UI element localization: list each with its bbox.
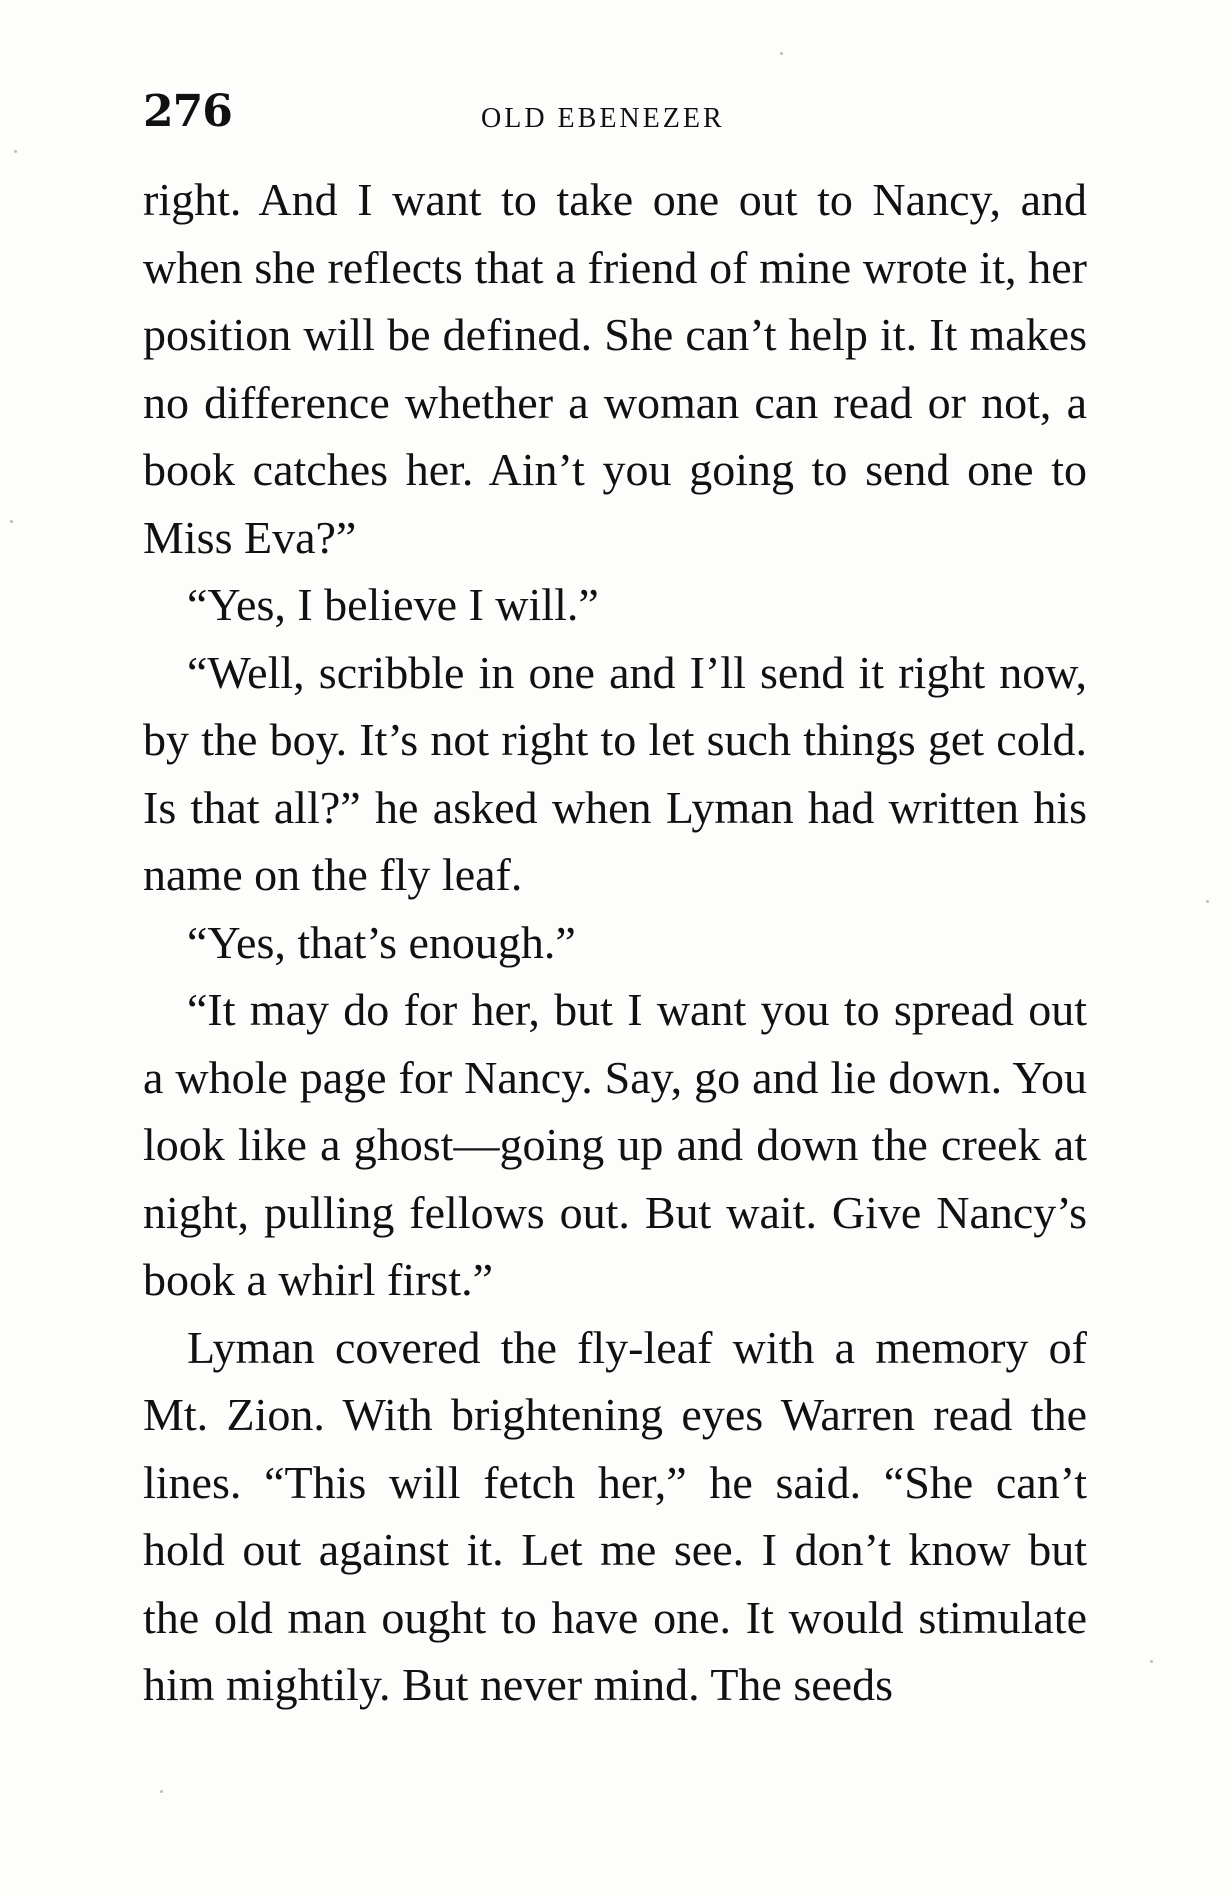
scan-speck (10, 520, 13, 523)
running-head (143, 86, 1083, 146)
running-title: OLD EBENEZER (481, 103, 725, 134)
scan-speck (1206, 900, 1209, 903)
body-text (143, 166, 1087, 1719)
page-number: 276 (143, 86, 232, 137)
paragraph: “It may do for her, but I want you to spread out a whole page for Nancy. Say, go and lie down. You look like a ghost—going up and down the creek at night, pulling fellows out. But wait. Give Nancy’s book a whirl first.” (143, 984, 1087, 1305)
scan-speck (160, 1790, 163, 1793)
paragraph: “Yes, that’s enough.” (187, 916, 576, 968)
scan-speck (14, 150, 17, 153)
paragraph: Lyman covered the fly-leaf with a memory of Mt. Zion. With brightening eyes Warren read the lines. “This will fetch her,” he said. “She can’t hold out against it. Let me see. I don’t know but the old man ought to have one. It would stimulate him mightily. But never mind. The seeds (143, 1321, 1087, 1710)
scan-speck (1150, 1660, 1153, 1663)
paragraph: “Well, scribble in one and I’ll send it right now, by the boy. It’s not right to let such things get cold. Is that all?” he asked when Lyman had written his name on the fly leaf. (143, 646, 1087, 900)
paragraph-continued: right. And I want to take one out to Nancy, and when she reflects that a friend of mine wrote it, her position will be defined. She can’t help it. It makes no difference whether a woman can read or not, a book catches her. Ain’t you going to send one to Miss Eva?” (143, 174, 1087, 563)
paragraph: “Yes, I believe I will.” (187, 579, 599, 630)
scan-speck (780, 52, 783, 55)
